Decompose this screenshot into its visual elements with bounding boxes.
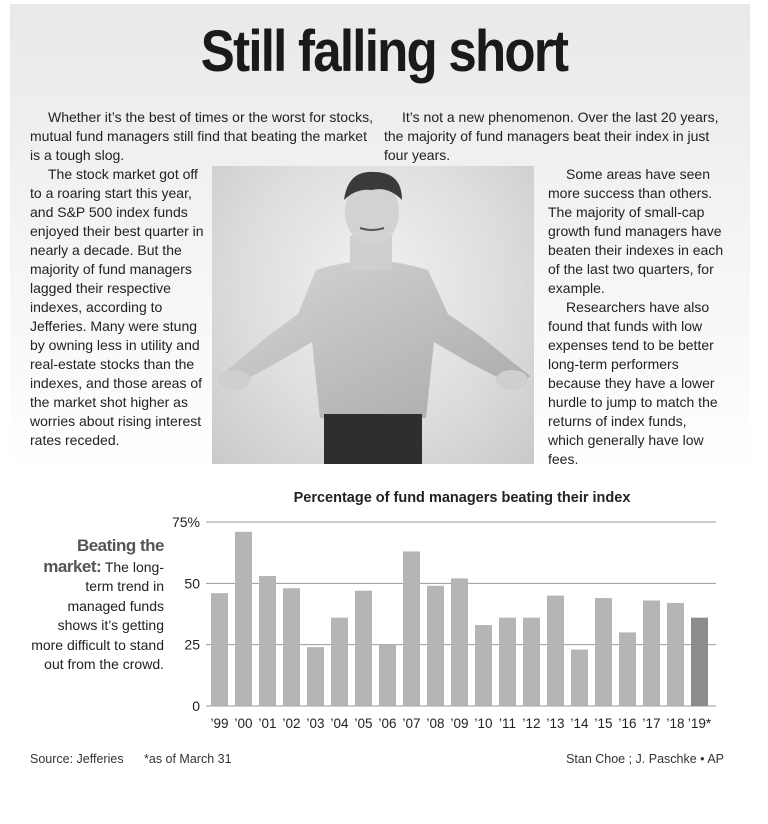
bar	[619, 632, 636, 706]
x-tick-label: ’19*	[687, 716, 712, 731]
bar	[691, 618, 708, 706]
x-tick-label: ’04	[330, 716, 349, 731]
bar	[475, 625, 492, 706]
bar	[379, 645, 396, 706]
x-tick-label: ’18	[666, 716, 685, 731]
bar	[355, 591, 372, 706]
bar	[259, 576, 276, 706]
x-tick-label: ’00	[234, 716, 253, 731]
side-note	[30, 536, 164, 675]
y-tick-label: 0	[192, 698, 200, 714]
bar	[523, 618, 540, 706]
y-tick-label: 25	[184, 636, 200, 653]
x-tick-label: ’14	[570, 716, 589, 731]
bar	[307, 647, 324, 706]
x-tick-label: ’02	[282, 716, 301, 731]
x-tick-label: ’17	[642, 716, 661, 731]
bar	[403, 551, 420, 706]
x-tick-label: ’09	[450, 716, 469, 731]
x-tick-label: ’05	[354, 716, 373, 731]
x-tick-label: ’15	[594, 716, 613, 731]
footer-credit: Stan Choe ; J. Paschke • AP	[566, 752, 724, 766]
bar	[595, 598, 612, 706]
x-tick-label: ’13	[546, 716, 565, 731]
x-tick-label: ’07	[402, 716, 421, 731]
footer-note: *as of March 31	[144, 752, 232, 766]
x-tick-label: ’03	[306, 716, 325, 731]
bar	[451, 578, 468, 706]
article-intro-right: It’s not a new phenomenon. Over the last 20 years, the majority of fund managers beat their index in just four years.	[384, 109, 719, 163]
article-body-right-2: Researchers have also found that funds with low expenses tend to be better long-term performers because they have a lower hurdle to jump to match the returns of index funds, which generally have low fees.	[548, 299, 718, 467]
x-tick-label: ’12	[522, 716, 541, 731]
chart-title: Percentage of fund managers beating their index	[293, 490, 631, 506]
article-body-left: The stock market got off to a roaring start this year, and S&P 500 index funds enjoyed their best quarter in nearly a decade. But the majority of fund managers lagged their respective indexes, according to Jefferies. Many were stung by owning less in utility and real-estate stocks than the indexes, and those areas of the market shot higher as worries about rising interest rates receded.	[30, 166, 204, 448]
article-body-right-1: Some areas have seen more success than others. The majority of small-cap growth fund managers have beaten their indexes in each of the last two quarters, for example.	[548, 166, 724, 296]
bar	[283, 588, 300, 706]
y-tick-label: 75%	[171, 514, 200, 530]
y-tick-label: 50	[184, 575, 200, 592]
bar	[667, 603, 684, 706]
bar	[427, 586, 444, 706]
x-tick-label: ’16	[618, 716, 637, 731]
x-tick-label: ’99	[210, 716, 229, 731]
bar	[211, 593, 228, 706]
bar	[547, 596, 564, 706]
bar	[499, 618, 516, 706]
bar	[571, 650, 588, 706]
bar	[643, 601, 660, 706]
x-tick-label: ’06	[378, 716, 397, 731]
side-note-text: The long-term trend in managed funds shows it’s getting more difficult to stand out from the crowd.	[31, 558, 164, 672]
photo-man-shrugging	[212, 166, 534, 464]
side-note-lead: Beating the market:	[43, 536, 164, 576]
x-tick-label: ’01	[258, 716, 277, 731]
x-tick-label: ’08	[426, 716, 445, 731]
footer-source: Source: Jefferies	[30, 752, 124, 766]
article-intro-left: Whether it’s the best of times or the worst for stocks, mutual fund managers still find that beating the market is a tough slog.	[30, 109, 373, 163]
photo-illustration	[212, 166, 534, 464]
x-tick-label: ’11	[498, 716, 517, 731]
bar	[331, 618, 348, 706]
x-tick-label: ’10	[474, 716, 493, 731]
bar	[235, 532, 252, 706]
headline: Still falling short	[200, 19, 568, 84]
